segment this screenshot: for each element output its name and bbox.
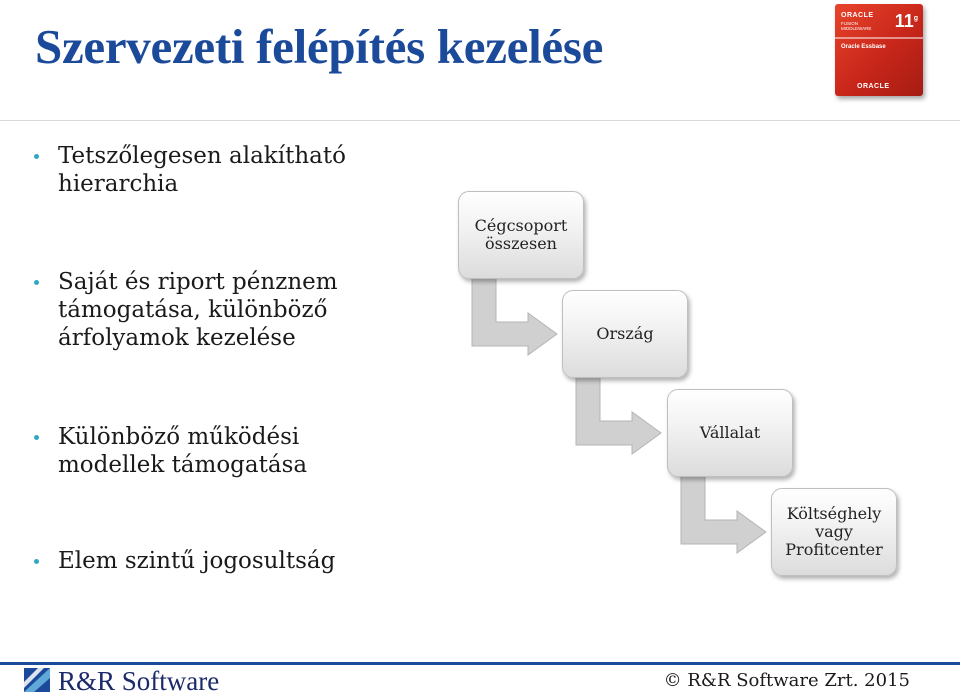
bullet-text: Különböző működési modellek támogatása <box>58 424 308 478</box>
hierarchy-node-company: Vállalat <box>667 389 793 477</box>
product-brand-top: ORACLE <box>841 12 874 19</box>
bullet-text: Tetszőlegesen alakítható hierarchia <box>58 143 346 197</box>
footer-divider <box>0 662 960 665</box>
connector-arrow-icon <box>576 377 661 454</box>
product-brand-bottom: ORACLE <box>857 83 890 90</box>
hierarchy-node-cost-profit-center: Költséghely vagy Profitcenter <box>771 488 897 576</box>
bullet-text: Saját és riport pénznem támogatása, különböző árfolyamok kezelése <box>58 269 338 351</box>
hierarchy-node-country: Ország <box>562 290 688 378</box>
product-version: 11$^g$ <box>894 11 918 31</box>
footer-company-name: R&R Software <box>58 666 220 696</box>
connector-arrow-icon <box>472 278 557 355</box>
product-name: Oracle Essbase <box>841 44 886 50</box>
rr-software-logo-icon <box>24 668 50 692</box>
bullet-text: Elem szintű jogosultság <box>58 548 336 574</box>
connector-arrow-icon <box>681 476 766 553</box>
slide-title: Szervezeti felépítés kezelése <box>35 19 604 74</box>
footer-copyright: © R&R Software Zrt. 2015 <box>663 670 910 691</box>
product-brand-line: FUSION MIDDLEWARE <box>841 21 872 31</box>
hierarchy-node-group-total: Cégcsoport összesen <box>458 191 584 279</box>
